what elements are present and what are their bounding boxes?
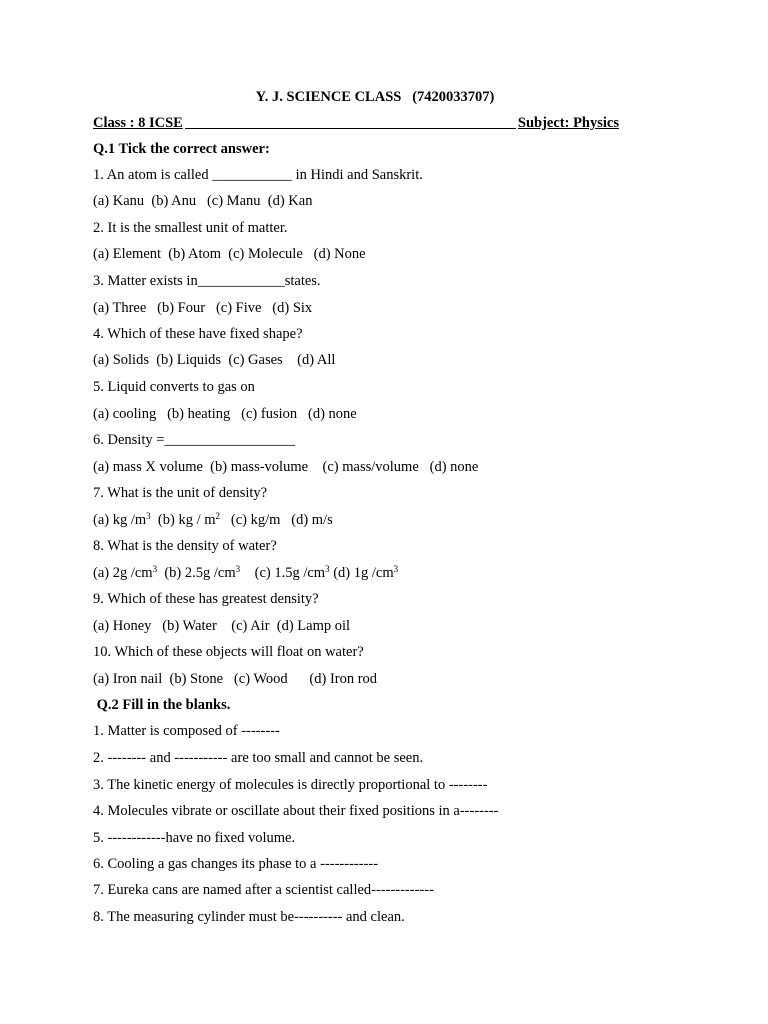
worksheet-title: Y. J. SCIENCE CLASS (7420033707): [255, 89, 495, 105]
q8-option-c: (c) 1.5g /cm: [240, 565, 326, 581]
q2-item-3: 3. The kinetic energy of molecules is directly proportional to --------: [93, 777, 488, 793]
q7-option-b-exponent: 2: [215, 511, 220, 522]
q1-question-9: 9. Which of these has greatest density?: [93, 591, 319, 607]
q7-option-a-exponent: 3: [146, 511, 151, 522]
q8-option-c-exponent: 3: [325, 564, 330, 575]
q1-options-6: (a) mass X volume (b) mass-volume (c) mass/volume (d) none: [93, 459, 479, 475]
q1-question-4: 4. Which of these have fixed shape?: [93, 326, 303, 342]
q8-option-d-exponent: 3: [393, 564, 399, 575]
q1-question-10: 10. Which of these objects will float on water?: [93, 644, 364, 660]
q2-item-8: 8. The measuring cylinder must be---------- and clean.: [93, 909, 405, 925]
q8-option-b-exponent: 3: [235, 564, 241, 575]
q1-question-8: 8. What is the density of water?: [93, 538, 277, 554]
q2-item-2: 2. -------- and ----------- are too small and cannot be seen.: [93, 750, 424, 766]
q7-option-c-d: (c) kg/m (d) m/s: [220, 512, 333, 528]
q1-options-4: (a) Solids (b) Liquids (c) Gases (d) All: [93, 352, 336, 368]
q2-item-5: 5. ------------have no fixed volume.: [93, 830, 296, 846]
q7-option-a: (a) kg /m: [93, 512, 147, 528]
q1-options-9: (a) Honey (b) Water (c) Air (d) Lamp oil: [93, 618, 351, 634]
q1-options-10: (a) Iron nail (b) Stone (c) Wood (d) Iron rod: [93, 671, 378, 687]
q1-options-1: (a) Kanu (b) Anu (c) Manu (d) Kan: [93, 193, 313, 209]
q1-question-6: 6. Density =__________________: [93, 432, 295, 448]
underline-fill: [185, 114, 516, 129]
q7-option-b: (b) kg / m: [150, 512, 216, 528]
q1-options-8: [93, 564, 398, 582]
q2-heading: Q.2 Fill in the blanks.: [93, 697, 231, 713]
q8-option-d: (d) 1g /cm: [329, 565, 394, 581]
q8-option-b: (b) 2.5g /cm: [157, 565, 236, 581]
q1-question-2: 2. It is the smallest unit of matter.: [93, 220, 288, 236]
q1-options-3: (a) Three (b) Four (c) Five (d) Six: [93, 300, 313, 316]
q1-options-5: (a) cooling (b) heating (c) fusion (d) none: [93, 406, 357, 422]
q1-question-7: 7. What is the unit of density?: [93, 485, 268, 501]
subject-label: Subject: Physics: [517, 115, 619, 131]
q2-item-7: 7. Eureka cans are named after a scientist called-------------: [93, 882, 434, 898]
q1-options-7: [93, 511, 333, 529]
q2-item-4: 4. Molecules vibrate or oscillate about their fixed positions in a--------: [93, 803, 499, 819]
q1-question-1: 1. An atom is called ___________ in Hindi and Sanskrit.: [93, 167, 423, 183]
q1-question-3: 3. Matter exists in____________states.: [93, 273, 321, 289]
q1-heading: Q.1 Tick the correct answer:: [93, 141, 270, 157]
q2-item-1: 1. Matter is composed of --------: [93, 723, 280, 739]
q2-item-6: 6. Cooling a gas changes its phase to a ------------: [93, 856, 379, 872]
class-subject-line: [93, 114, 619, 132]
class-label: Class : 8 ICSE: [93, 115, 183, 131]
q1-options-2: (a) Element (b) Atom (c) Molecule (d) None: [93, 246, 366, 262]
q8-option-a-exponent: 3: [152, 564, 158, 575]
q8-option-a: (a) 2g /cm: [93, 565, 153, 581]
q1-question-5: 5. Liquid converts to gas on: [93, 379, 255, 395]
